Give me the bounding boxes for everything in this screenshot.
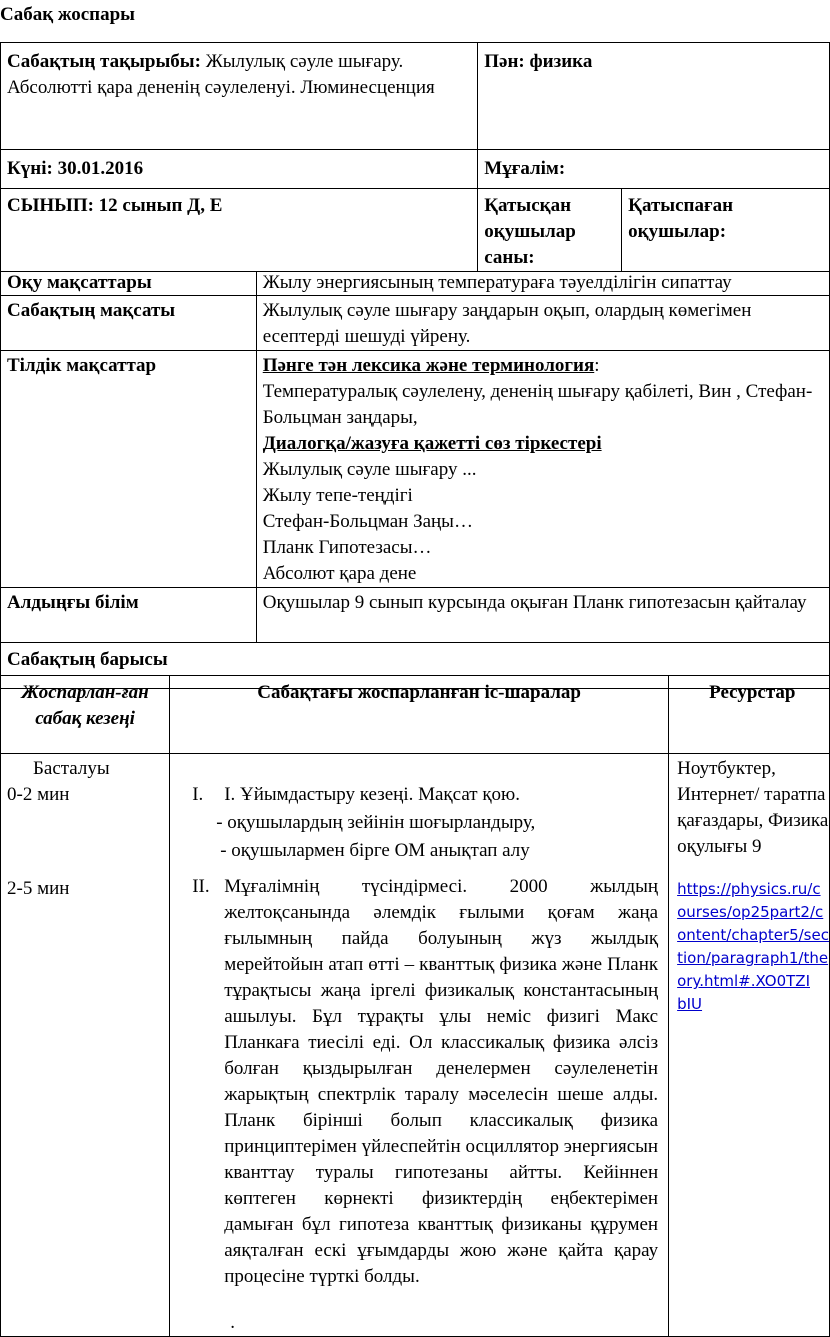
dialog-title: Диалогқа/жазуға қажетті сөз тіркестері [262, 433, 602, 454]
item-1-sub-1: - оқушылардың зейінін шоғырландыру, [216, 812, 536, 833]
prior-knowledge-label: Алдыңғы білім [1, 588, 257, 643]
time-2: 2-5 мин [7, 878, 70, 899]
stage-cell [1, 754, 170, 1337]
goals-value: Жылу энергиясының температураға тәуелділігін сипаттау [256, 272, 829, 296]
item-1-text: І. Ұйымдастыру кезеңі. Мақсат қою. [224, 784, 520, 805]
resource-link-line[interactable]: bIU [677, 995, 703, 1013]
activities-cell [170, 754, 669, 1337]
resource-link-line[interactable]: tion/paragraph1/the [677, 949, 829, 967]
phrase-item: Планк Гипотезасы… [262, 537, 432, 558]
phrase-item: Жылулық сәуле шығару ... [262, 459, 477, 480]
lexicon-colon: : [594, 355, 600, 376]
goals-label: Оқу мақсаттары [1, 272, 257, 296]
lang-goals-cell [256, 351, 829, 588]
resource-link-line[interactable]: ory.html#.XO0TZI [677, 972, 810, 990]
item-1-sub-2: - оқушылармен бірге ОМ анықтап алу [220, 840, 530, 861]
teacher-cell: Мұғалім: [478, 150, 830, 189]
class-cell: СЫНЫП: 12 сынып Д, Е [1, 189, 478, 272]
activity-item-2 [176, 874, 658, 1290]
subject-cell: Пән: физика [478, 43, 830, 150]
resources-text: Ноутбуктер, Интернет/ таратпа қағаздары, Физика оқулығы 9 [677, 758, 829, 857]
lang-goals-label: Тілдік мақсаттар [1, 351, 257, 588]
lexicon-text: Температуралық сәулелену, дененің шығару қабілеті, Вин , Стефан-Больцман заңдары, [262, 381, 813, 428]
absent-cell: Қатыспаған оқушылар: [622, 189, 830, 272]
phrase-item: Жылу тепе-теңдігі [262, 485, 413, 506]
lesson-plan-table [0, 42, 830, 689]
present-cell: Қатысқан оқушылар саны: [478, 189, 622, 272]
lesson-goal-label: Сабақтың мақсаты [1, 296, 257, 351]
item-1-number: I. [192, 784, 204, 805]
topic-label: Сабақтың тақырыбы: [7, 51, 201, 72]
item-2-number: II. [192, 876, 210, 897]
resources-cell [669, 754, 830, 1337]
resource-link[interactable] [677, 878, 829, 1016]
stage-start: Басталуы [33, 758, 110, 779]
col-activities-header: Сабақтағы жоспарланған іс-шаралар [170, 676, 669, 754]
resource-link-line[interactable]: ontent/chapter5/sec [677, 926, 829, 944]
lexicon-title: Пәнге тән лексика және терминология [262, 355, 595, 376]
lesson-progress-table [0, 675, 830, 1337]
phrase-item: Абсолют қара дене [262, 563, 417, 584]
lesson-goal-value: Жылулық сәуле шығару заңдарын оқып, олардың көмегімен есептерді шешуді үйрену. [256, 296, 829, 351]
phrase-item: Стефан-Больцман Заңы… [262, 511, 473, 532]
trailing-dot: . [230, 1312, 235, 1333]
prior-knowledge-value: Оқушылар 9 сынып курсында оқыған Планк гипотезасын қайталау [256, 588, 829, 643]
resource-link-line[interactable]: https://physics.ru/c [677, 880, 821, 898]
topic-value: Жылулық сәуле шығару. Абсолютті қара дененің сәулеленуі. Люминесценция [7, 51, 435, 98]
item-2-text: Мұғалімнің түсіндірмесі. 2000 жылдың желтоқсанында әлемдік ғылыми қоғам жаңа ғылымның пайда болуының жүз жылдық мерейтойын атап өтті – кванттық физика және Планк тұрақтысы жаңа іргелі физикалық константасының ашылуы. Бұл тұрақты ұлы неміс физигі Макс Планкаға тиесілі еді. Ол классикалық физика әлсіз болған қыздырылған денелермен сәулеленетін жарықтың спектрлік таралу мәселесін шеше алды. Планк бірінші болып классикалық физика принциптерімен үйлеспейтін осциллятор энергиясын кванттау туралы гипотезаны айтты. Кейіннен көптеген көрнекті физиктердің еңбектерімен дамыған бұл гипотеза кванттық физиканы құрумен аяқталған ескі ұғымдарды жою және қайта қарау процесіне түрткі болды. [224, 876, 659, 1287]
progress-title: Сабақтың барысы [1, 643, 830, 689]
topic-cell [1, 43, 478, 150]
page-heading: Сабақ жоспары [0, 4, 136, 25]
col-stage-header: Жоспарлан-ған сабақ кезеңі [1, 676, 170, 754]
time-1: 0-2 мин [7, 784, 70, 805]
resource-link-line[interactable]: ourses/op25part2/c [677, 903, 824, 921]
activity-item-1 [176, 782, 658, 808]
date-cell: Күні: 30.01.2016 [1, 150, 478, 189]
col-resources-header: Ресурстар [669, 676, 830, 754]
